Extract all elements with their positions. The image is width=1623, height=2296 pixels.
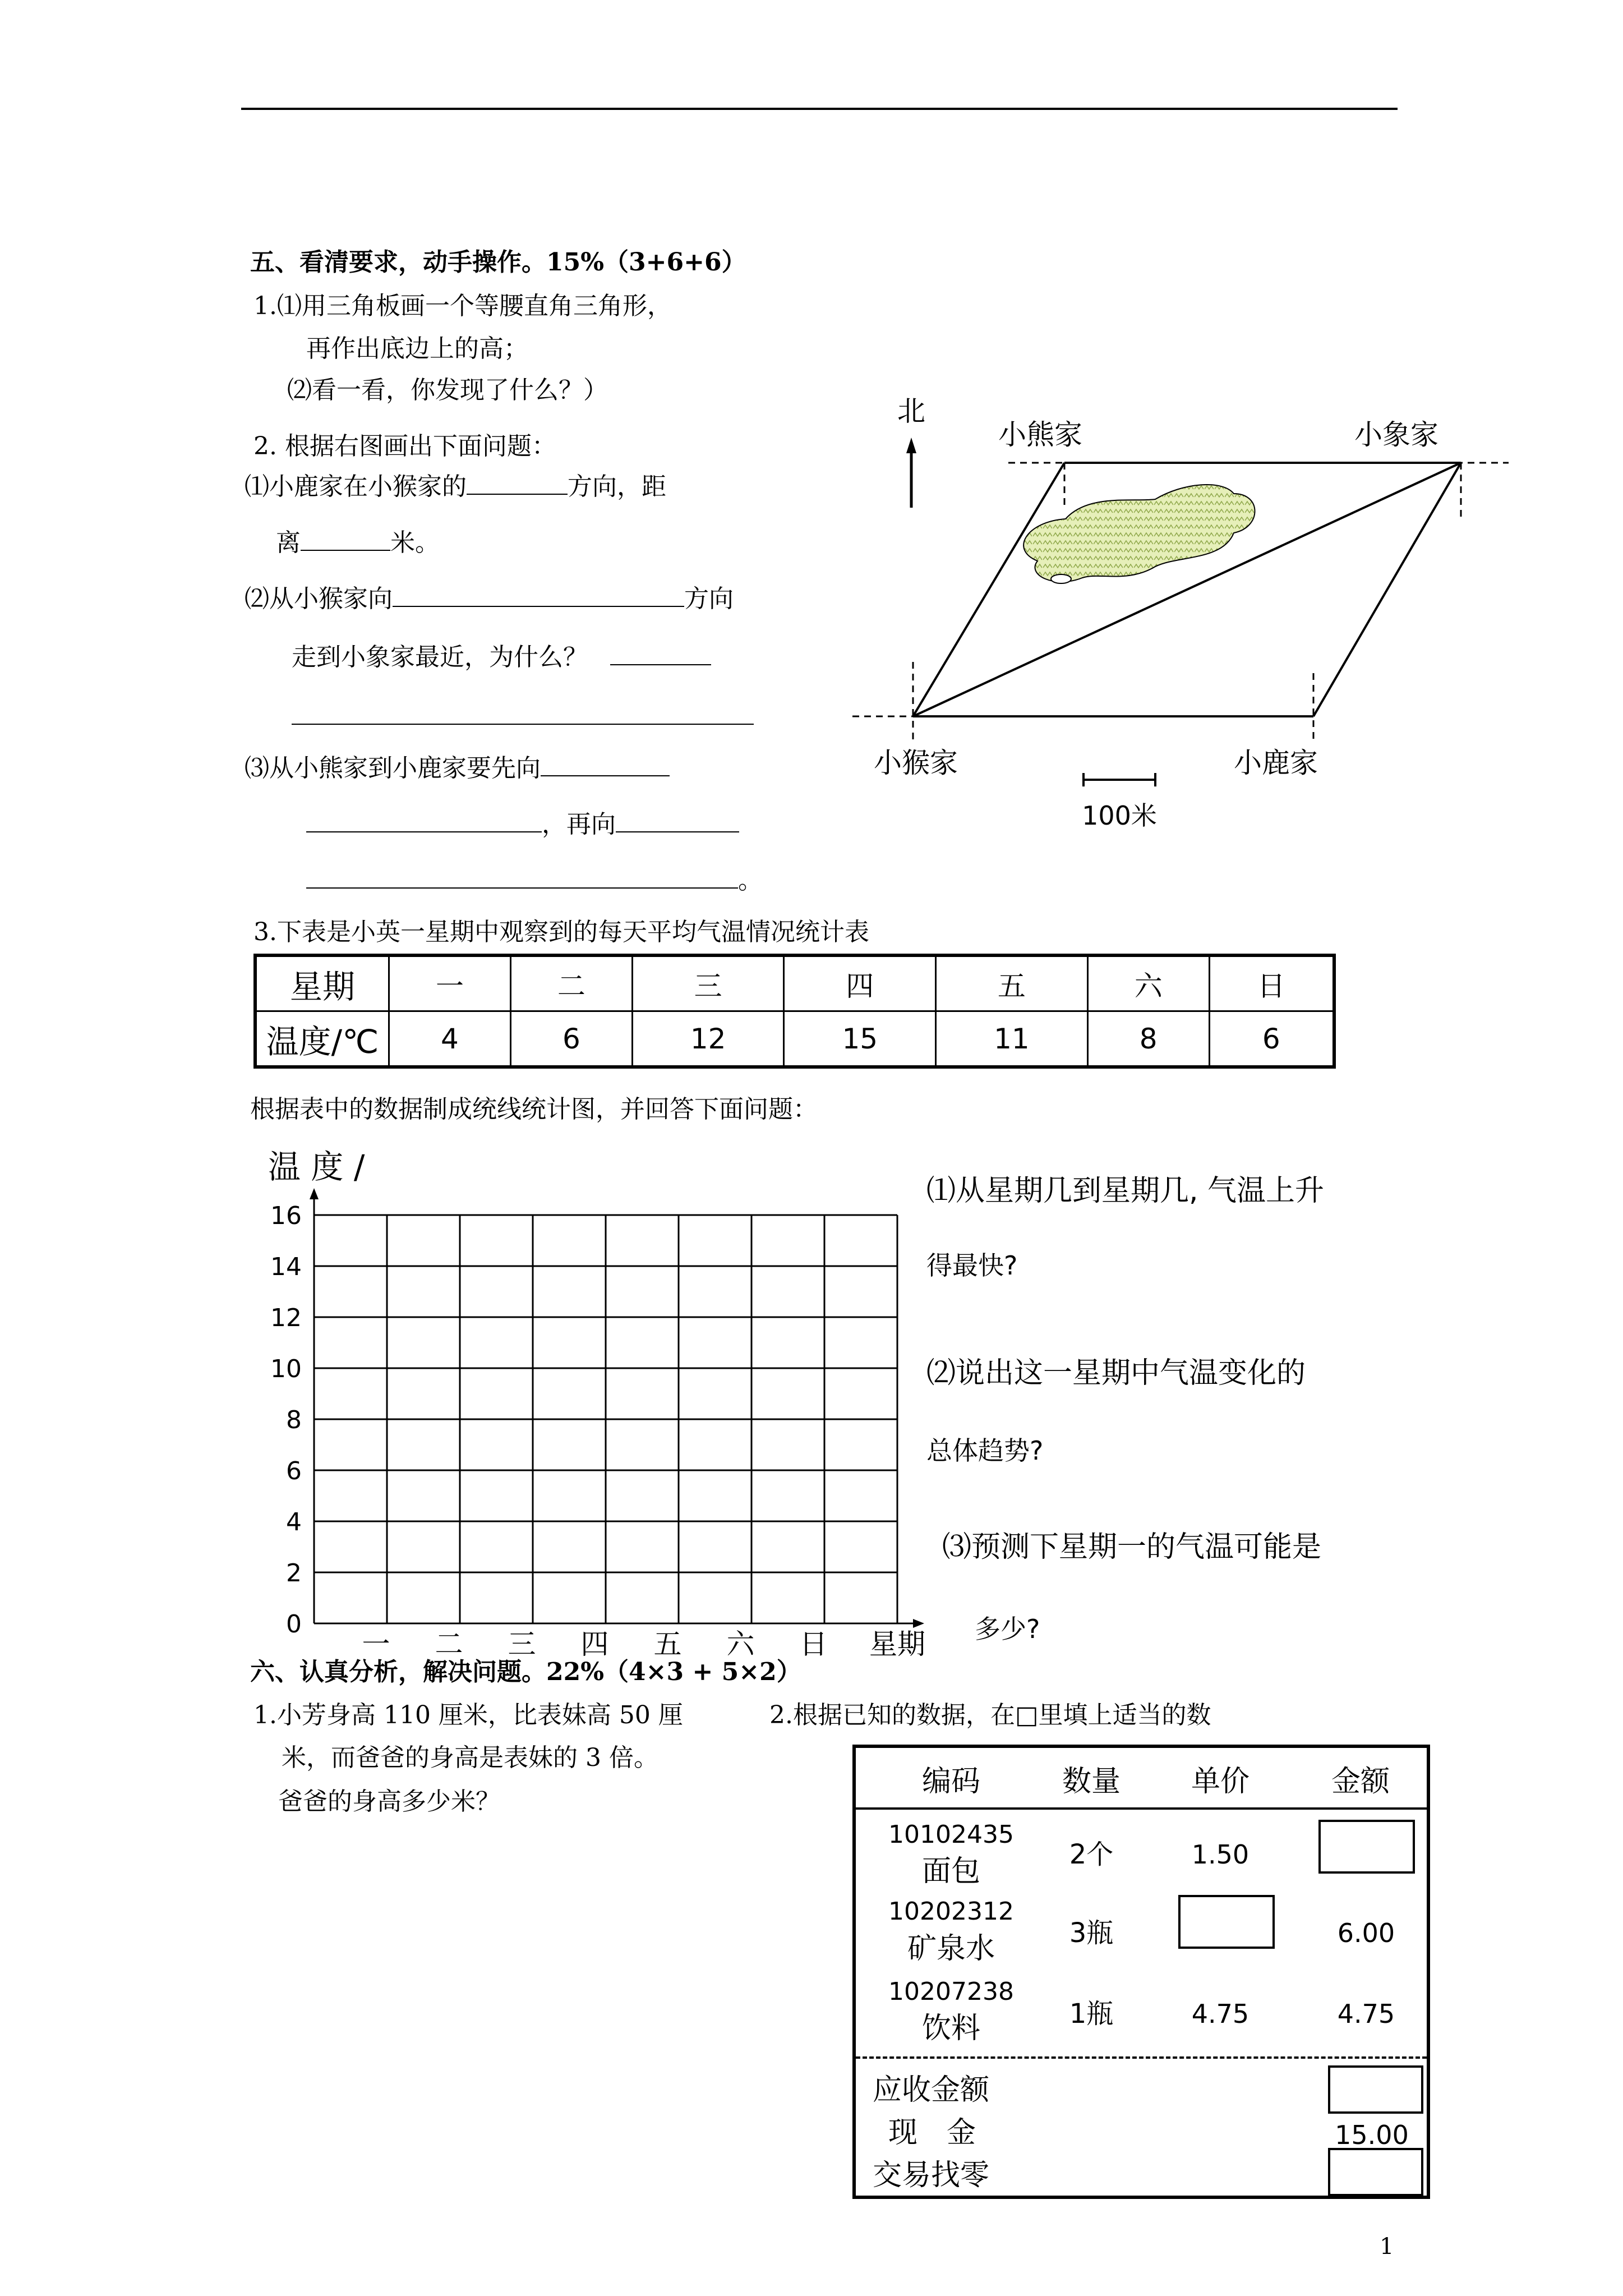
- page-number: 1: [1380, 2234, 1394, 2260]
- bear-house-label: 小熊家: [998, 418, 1082, 451]
- y-tick-label: 6: [286, 1457, 302, 1485]
- q2-3-text-c: 。: [738, 866, 763, 895]
- change-label: 交易找零: [873, 2159, 990, 2192]
- due-label: 应收金额: [873, 2073, 990, 2107]
- q2-3-line2: [306, 809, 739, 840]
- answer-blank[interactable]: [301, 531, 390, 551]
- item-name: 面包: [921, 1855, 980, 1888]
- q2-1-text-c: 离: [276, 528, 301, 557]
- q2-2-line2: [292, 642, 711, 673]
- q2-1-text-a: ⑴小鹿家在小猴家的: [245, 472, 467, 501]
- q2-3-line1: [245, 753, 670, 784]
- s6-q1-line3: 爸爸的身高多少米？: [278, 1787, 500, 1816]
- elephant-house-label: 小象家: [1354, 418, 1438, 451]
- item-code: 10207238: [888, 1977, 1014, 2006]
- boat-icon: [1051, 574, 1071, 583]
- answer-blank[interactable]: [541, 756, 670, 776]
- temp-cell: 4: [389, 1011, 511, 1068]
- day-cell: 日: [1209, 955, 1334, 1011]
- q2-1-text-b: 方向，距: [568, 472, 666, 501]
- q3-instruction: 根据表中的数据制成统线统计图，并回答下面问题：: [250, 1095, 818, 1124]
- chart-q2b: 总体趋势?: [926, 1435, 1044, 1466]
- header-amount: 金额: [1331, 1765, 1390, 1798]
- s6-q2-title: 2.根据已知的数据，在□里填上适当的数: [769, 1701, 1211, 1729]
- q1-line2: 再作出底边上的高；: [306, 334, 528, 363]
- item-qty: 1瓶: [1069, 1998, 1114, 2030]
- item-qty: 3瓶: [1069, 1917, 1114, 1949]
- day-cell: 二: [510, 955, 632, 1011]
- monkey-house-label: 小猴家: [874, 747, 958, 779]
- answer-blank[interactable]: [292, 724, 754, 725]
- x-tick-label: 六: [726, 1628, 755, 1660]
- y-tick-label: 4: [286, 1508, 302, 1536]
- item-price: 4.75: [1191, 1999, 1249, 2029]
- change-input-box[interactable]: [1328, 2148, 1423, 2196]
- x-tick-label: 一: [362, 1628, 390, 1660]
- chart-q3a: ⑶预测下星期一的气温可能是: [942, 1530, 1322, 1564]
- item-code: 10102435: [888, 1820, 1014, 1849]
- q2-3-text-b: ，再向: [542, 810, 616, 839]
- s6-q1-line2: 米，而爸爸的身高是表妹的 3 倍。: [282, 1743, 658, 1772]
- chart-q1b: 得最快?: [926, 1250, 1018, 1281]
- day-cell: 一: [389, 955, 511, 1011]
- x-tick-label: 日: [799, 1628, 828, 1660]
- section6-heading: 六、认真分析，解决问题。22%（4×3 + 5×2）: [250, 1658, 801, 1686]
- day-cell: 四: [784, 955, 936, 1011]
- temp-cell: 6: [1209, 1011, 1334, 1068]
- item-code: 10202312: [888, 1897, 1014, 1926]
- y-axis-arrow-icon: [310, 1188, 319, 1199]
- item-name: 饮料: [921, 2012, 980, 2045]
- header-code: 编码: [921, 1765, 980, 1798]
- temp-cell: 11: [936, 1011, 1088, 1068]
- q2-2-text-b: 方向: [684, 585, 734, 613]
- chart-q2a: ⑵说出这一星期中气温变化的: [926, 1356, 1306, 1390]
- q1-line3: ⑵看一看，你发现了什么？）: [287, 376, 608, 404]
- temperature-table: [253, 954, 1336, 1069]
- deer-house-label: 小鹿家: [1234, 747, 1318, 779]
- q1-line1: 1.⑴用三角板画一个等腰直角三角形，: [253, 292, 672, 320]
- x-tick-label: 四: [580, 1628, 609, 1660]
- item-qty: 2个: [1069, 1839, 1114, 1870]
- q2-1-line2: [276, 527, 440, 559]
- item-price: 1.50: [1191, 1839, 1249, 1870]
- x-axis-label: 星期: [869, 1628, 925, 1660]
- temp-cell: 15: [784, 1011, 936, 1068]
- row-label-day: 星期: [255, 955, 389, 1011]
- q2-3-line3: [306, 865, 763, 896]
- answer-blank[interactable]: [306, 812, 542, 832]
- temp-cell: 12: [632, 1011, 784, 1068]
- q2-2-text-c: 走到小象家最近，为什么？: [292, 643, 588, 671]
- item-amount: 6.00: [1337, 1918, 1395, 1948]
- y-tick-label: 0: [286, 1610, 302, 1639]
- y-tick-label: 8: [286, 1406, 302, 1434]
- due-input-box[interactable]: [1328, 2065, 1423, 2114]
- header-rule: [241, 108, 1398, 110]
- q3-title: 3.下表是小英一星期中观察到的每天平均气温情况统计表: [253, 918, 869, 946]
- q2-3-text-a: ⑶从小熊家到小鹿家要先向: [245, 754, 541, 783]
- line-chart: [247, 1133, 953, 1666]
- table-row: [255, 1011, 1334, 1068]
- day-cell: 三: [632, 955, 784, 1011]
- day-cell: 六: [1087, 955, 1209, 1011]
- x-tick-label: 三: [508, 1628, 536, 1660]
- north-label: 北: [897, 395, 925, 427]
- row-label-temp: 温度/℃: [255, 1011, 389, 1068]
- s6-q1-line1: 1.小芳身高 110 厘米，比表妹高 50 厘: [253, 1701, 683, 1729]
- divider: [856, 1807, 1427, 1810]
- map-diagram: [841, 381, 1537, 875]
- cash-label: 现 金: [888, 2116, 976, 2150]
- q2-1-line1: [245, 471, 666, 503]
- answer-blank[interactable]: [306, 868, 738, 889]
- section5-heading: 五、看清要求，动手操作。15%（3+6+6）: [250, 248, 746, 277]
- y-tick-label: 12: [270, 1304, 302, 1332]
- x-axis-arrow-icon: [913, 1619, 924, 1628]
- day-cell: 五: [936, 955, 1088, 1011]
- table-row: [255, 955, 1334, 1011]
- item-amount: 4.75: [1337, 1999, 1395, 2029]
- x-tick-label: 二: [435, 1628, 463, 1660]
- q2-1-text-d: 米。: [390, 528, 440, 557]
- temp-cell: 6: [510, 1011, 632, 1068]
- x-tick-label: 五: [653, 1628, 682, 1660]
- y-tick-label: 2: [286, 1559, 302, 1588]
- y-tick-label: 10: [270, 1355, 302, 1383]
- cash-value: 15.00: [1335, 2120, 1409, 2150]
- scale-bar-icon: [1083, 773, 1155, 786]
- north-arrowhead-icon: [906, 438, 916, 453]
- y-tick-label: 16: [270, 1202, 302, 1230]
- price-input-box[interactable]: [1178, 1895, 1275, 1949]
- y-tick-label: 14: [270, 1253, 302, 1281]
- answer-blank[interactable]: [616, 812, 739, 832]
- temp-cell: 8: [1087, 1011, 1209, 1068]
- item-name: 矿泉水: [907, 1932, 995, 1966]
- receipt-table: [852, 1745, 1430, 2199]
- header-price: 单价: [1191, 1765, 1249, 1798]
- scale-label: 100米: [1082, 800, 1157, 831]
- lake-icon: [1023, 485, 1255, 582]
- header-qty: 数量: [1062, 1765, 1121, 1798]
- q2-2-text-a: ⑵从小猴家向: [245, 585, 393, 613]
- chart-q3b: 多少?: [975, 1614, 1040, 1644]
- amount-input-box[interactable]: [1318, 1820, 1415, 1874]
- answer-blank[interactable]: [610, 645, 711, 665]
- y-axis-label: 温 度 /: [268, 1148, 365, 1186]
- q2-title: 2. 根据右图画出下面问题：: [253, 432, 556, 461]
- answer-blank[interactable]: [467, 475, 568, 495]
- q2-2-line1: [245, 583, 734, 615]
- chart-q1a: ⑴从星期几到星期几, 气温上升: [926, 1174, 1325, 1208]
- dashed-divider: [856, 2056, 1427, 2059]
- answer-blank[interactable]: [393, 587, 684, 607]
